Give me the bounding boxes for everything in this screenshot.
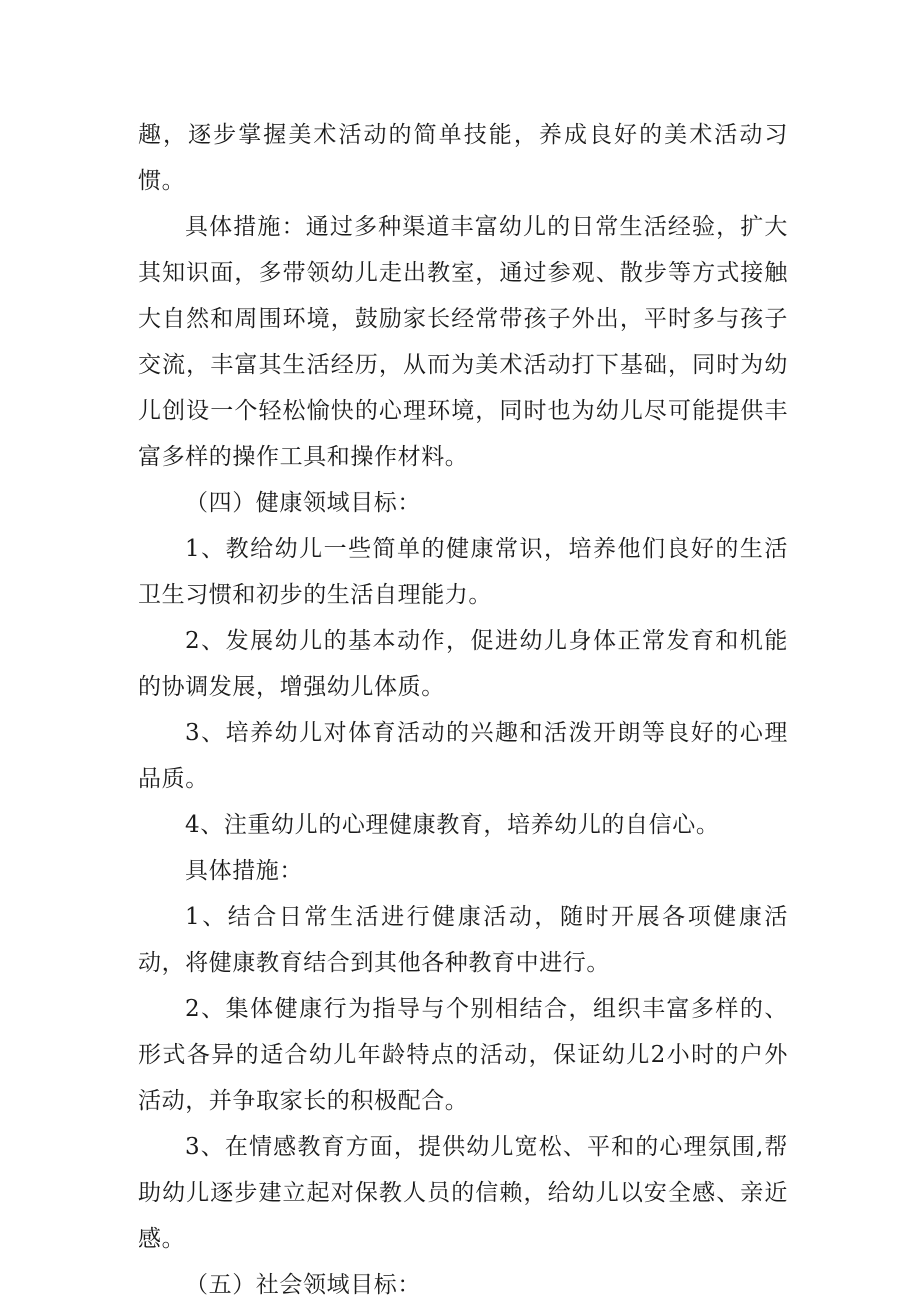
health-goal-4: 4、注重幼儿的心理健康教育，培养幼儿的自信心。 (185, 812, 720, 838)
health-measure-2: 2、集体健康行为指导与个别相结合，组织丰富多样的、形式各异的适合幼儿年龄特点的活动，保证幼儿2小时的户外活动，并争取家长的积极配合。 (138, 996, 788, 1114)
paragraph-continuation: 趣，逐步掌握美术活动的简单技能，养成良好的美术活动习惯。 (138, 122, 788, 194)
health-goal-3: 3、培养幼儿对体育活动的兴趣和活泼开朗等良好的心理品质。 (138, 720, 788, 792)
section-heading-health: （四）健康领域目标： (185, 490, 421, 516)
health-measure-1: 1、结合日常生活进行健康活动，随时开展各项健康活动，将健康教育结合到其他各种教育中进行。 (138, 904, 788, 976)
health-measures-label: 具体措施： (185, 858, 303, 884)
health-goal-1: 1、教给幼儿一些简单的健康常识，培养他们良好的生活卫生习惯和初步的生活自理能力。 (138, 536, 788, 608)
health-measure-3: 3、在情感教育方面，提供幼儿宽松、平和的心理氛围,帮助幼儿逐步建立起对保教人员的信赖，给幼儿以安全感、亲近感。 (138, 1134, 788, 1252)
health-goal-2: 2、发展幼儿的基本动作，促进幼儿身体正常发育和机能的协调发展，增强幼儿体质。 (138, 628, 788, 700)
section-heading-social: （五）社会领域目标： (185, 1272, 421, 1298)
paragraph-art-measures: 具体措施：通过多种渠道丰富幼儿的日常生活经验，扩大其知识面，多带领幼儿走出教室，通过参观、散步等方式接触大自然和周围环境，鼓励家长经常带孩子外出，平时多与孩子交流，丰富其生活经历，从而为美术活动打下基础，同时为幼儿创设一个轻松愉快的心理环境，同时也为幼儿尽可能提供丰富多样的操作工具和操作材料。 (138, 214, 788, 470)
document-page (138, 112, 788, 1308)
